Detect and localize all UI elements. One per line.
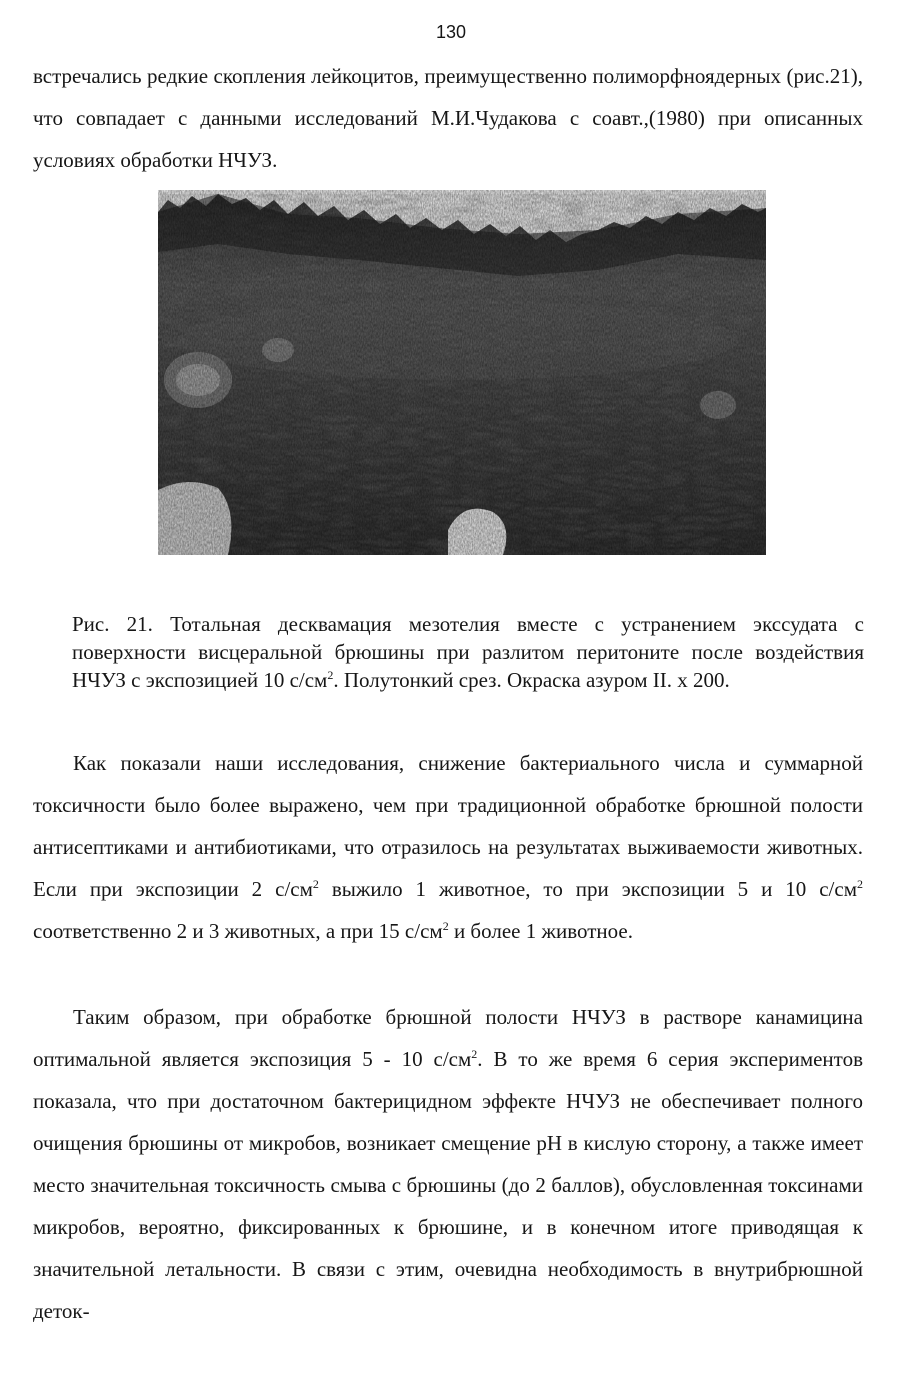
paragraph-survival-part-2: выжило 1 животное, то при экспозиции 5 и 10 с/см [318,877,857,901]
caption-text: Рис. 21. Тотальная десквамация мезотелия вместе с устранением экссудата с поверхности висцеральной брюшины при разлитом перитоните после воздействия НЧУЗ с экспозицией 10 с/см [72,612,864,692]
paragraph-conclusion-part-2: . В то же время 6 серия экспериментов показала, что при достаточном бактерицидном эффекте НЧУЗ не обеспечивает полного очищения брюшины от микробов, возникает смещение рН в кислую сторону, а также имеет место значительная токсичность смыва с брюшины (до 2 баллов), обусловленная токсинами микробов, вероятно, фиксированных к брюшине, и в конечном итоге приводящая к значительной летальности. В связи с этим, очевидна необходимость в внутрибрюшной деток- [33,1047,863,1323]
superscript-4: 2 [471,1047,478,1061]
paragraph-survival [33,742,863,952]
page-number: 130 [435,22,467,42]
micrograph-figure [158,190,766,555]
caption-text-end: . Полутонкий срез. Окраска азуром II. х 200. [333,668,730,692]
paragraph-intro: встречались редкие скопления лейкоцитов, преимущественно полиморфноядерных (рис.21), что совпадает с данными исследований М.И.Чудакова с соавт.,(1980) при описанных условиях обработки НЧУЗ. [33,64,863,172]
paragraph-survival-part-3: соответственно 2 и 3 животных, а при 15 с/см [33,919,443,943]
micrograph-image [158,190,766,555]
paragraph-survival-part-4: и более 1 животное. [448,919,633,943]
paragraph-conclusion [33,996,863,1332]
figure-caption [72,610,864,694]
paragraph-conclusion-part-1: Таким образом, при обработке брюшной полости НЧУЗ в растворе канамицина оптимальной является экспозиция 5 - 10 с/см [33,1005,863,1071]
paragraph-survival-part-1: Как показали наши исследования, снижение бактериального числа и суммарной токсичности было более выражено, чем при традиционной обработке брюшной полости антисептиками и антибиотиками, что отразилось на результатах выживаемости животных. Если при экспозиции 2 с/см [33,751,863,901]
superscript-1: 2 [312,877,319,891]
superscript-2: 2 [857,877,863,891]
superscript-3: 2 [442,919,449,933]
caption-superscript: 2 [327,668,334,682]
